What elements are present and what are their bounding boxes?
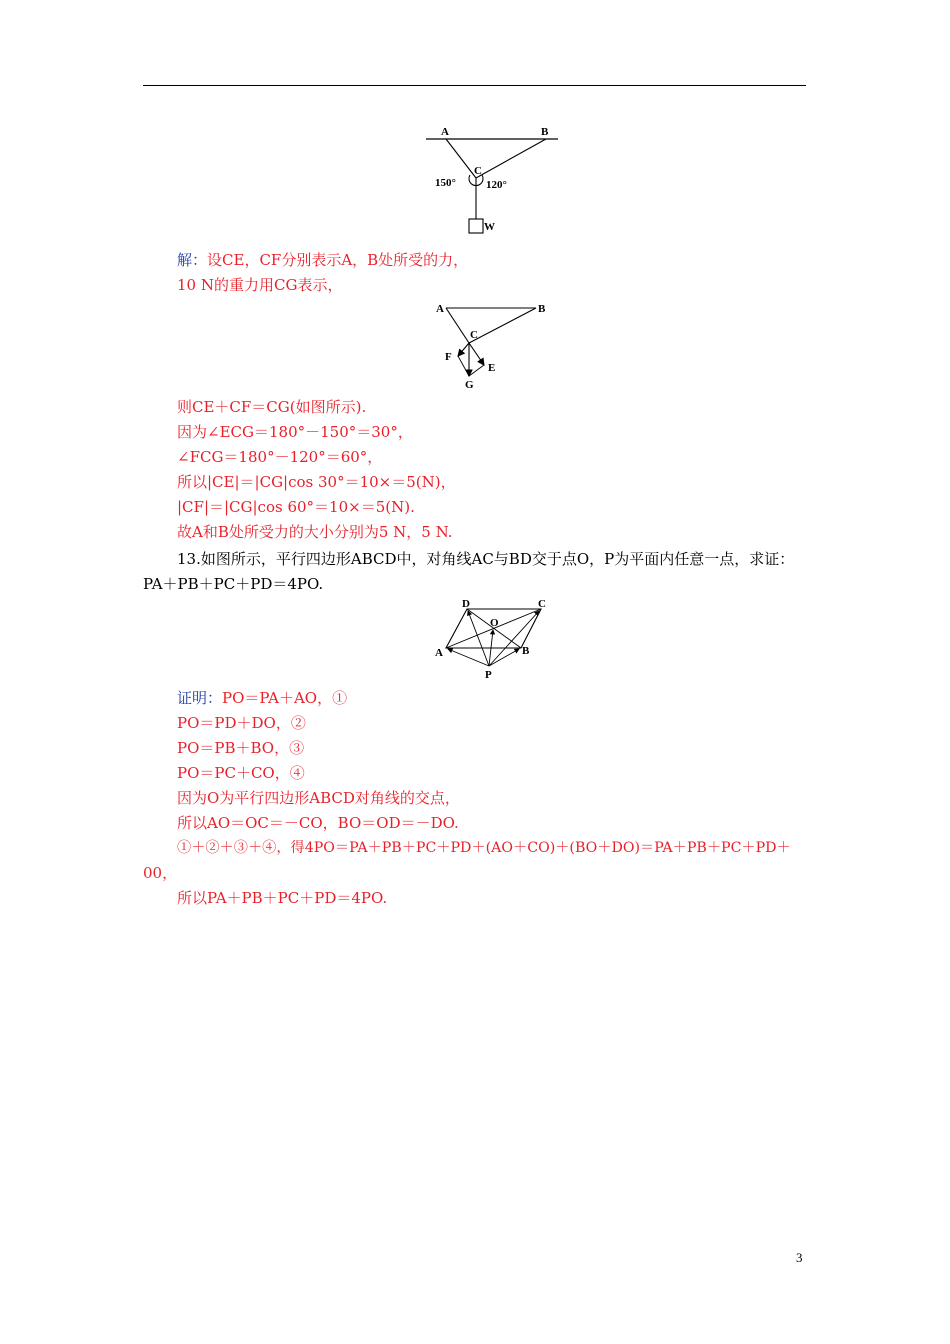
fig2-label-F: F bbox=[445, 351, 452, 363]
fig1-label-C: C bbox=[474, 165, 482, 177]
page-number: 3 bbox=[796, 1250, 803, 1265]
solution12-line1: 解：设CE，CF分别表示A，B处所受的力， bbox=[177, 251, 469, 269]
fig1-label-W: W bbox=[484, 221, 495, 233]
proof-label: 证明： bbox=[177, 689, 223, 707]
fig2-label-C: C bbox=[470, 329, 478, 341]
fig2-label-B: B bbox=[538, 303, 546, 315]
solution12-line2: 10 N的重力用CG表示， bbox=[177, 276, 343, 294]
proof13-line7: ①＋②＋③＋④，得4PO＝PA＋PB＋PC＋PD＋(AO＋CO)＋(BO＋DO)＝PA＋PB＋PC＋PD＋ bbox=[177, 840, 791, 856]
fig1-label-B: B bbox=[541, 126, 549, 138]
problem13-statement: 13.如图所示，平行四边形ABCD中，对角线AC与BD交于点O，P为平面内任意一点，求证： bbox=[177, 550, 795, 568]
fig3-label-O: O bbox=[490, 617, 499, 629]
figure-suspended-weight bbox=[420, 122, 565, 237]
proof13-line2: PO＝PD＋DO，② bbox=[177, 714, 306, 732]
proof13-line6: 所以AO＝OC＝－CO，BO＝OD＝－DO. bbox=[177, 814, 459, 832]
solution12-line6: 所以|CE|＝|CG|cos 30°＝10×＝5(N)， bbox=[177, 473, 456, 491]
proof13-line4: PO＝PC＋CO，④ bbox=[177, 764, 305, 782]
solution-label: 解： bbox=[177, 251, 208, 269]
fig2-label-E: E bbox=[488, 362, 496, 374]
fig3-label-P: P bbox=[485, 669, 492, 680]
fig1-angle-150: 150° bbox=[435, 177, 456, 189]
fig2-label-A: A bbox=[436, 303, 444, 315]
proof13-line1: 证明：PO＝PA＋AO，① bbox=[177, 689, 348, 707]
fig1-angle-120: 120° bbox=[486, 179, 507, 191]
fig2-label-G: G bbox=[465, 379, 474, 391]
solution12-line7: |CF|＝|CG|cos 60°＝10×＝5(N). bbox=[177, 498, 415, 516]
fig1-label-A: A bbox=[441, 126, 449, 138]
proof13-line5: 因为O为平行四边形ABCD对角线的交点， bbox=[177, 789, 460, 807]
solution12-line4: 因为∠ECG＝180°－150°＝30°， bbox=[177, 423, 413, 441]
solution12-line8: 故A和B处所受力的大小分别为5 N，5 N. bbox=[177, 523, 453, 541]
fig3-label-C: C bbox=[538, 598, 546, 610]
problem13-statement-cont: PA＋PB＋PC＋PD＝4PO. bbox=[143, 575, 324, 593]
fig3-label-D: D bbox=[462, 598, 470, 610]
fig3-label-A: A bbox=[435, 647, 443, 659]
figure-force-decomposition bbox=[432, 298, 552, 393]
proof13-line8: 00， bbox=[143, 864, 178, 882]
fig3-label-B: B bbox=[522, 645, 530, 657]
header-rule bbox=[143, 85, 806, 86]
solution12-line5: ∠FCG＝180°－120°＝60°， bbox=[177, 448, 383, 466]
figure-parallelogram bbox=[430, 598, 552, 680]
proof13-line9: 所以PA＋PB＋PC＋PD＝4PO. bbox=[177, 889, 388, 907]
solution12-line3: 则CE＋CF＝CG(如图所示). bbox=[177, 398, 367, 416]
proof13-line3: PO＝PB＋BO，③ bbox=[177, 739, 305, 757]
